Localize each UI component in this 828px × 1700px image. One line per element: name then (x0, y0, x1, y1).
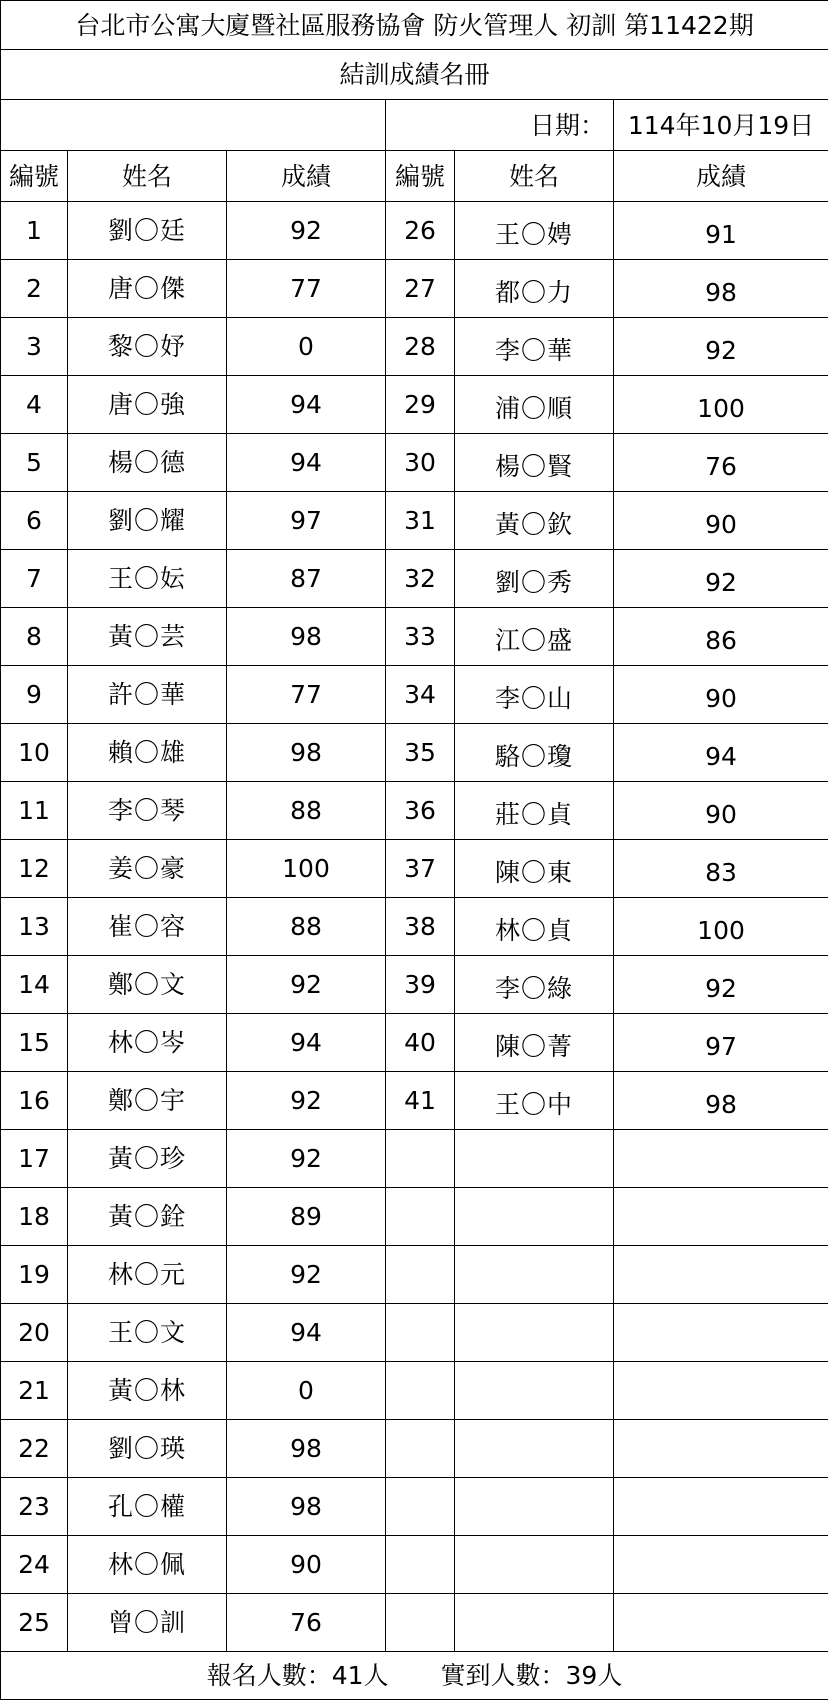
name-cell: 李〇琴 (68, 782, 227, 840)
score-cell: 98 (614, 260, 828, 318)
score-cell: 88 (227, 898, 386, 956)
document-subtitle: 結訓成績名冊 (1, 50, 828, 100)
attendance-summary (1, 1652, 828, 1700)
no-cell (386, 1304, 455, 1362)
no-cell: 1 (1, 202, 68, 260)
score-cell: 92 (227, 956, 386, 1014)
score-cell (614, 1246, 828, 1304)
no-cell (386, 1246, 455, 1304)
table-row (1, 898, 828, 956)
table-body (1, 202, 828, 1652)
name-cell: 黃〇林 (68, 1362, 227, 1420)
score-cell: 76 (227, 1594, 386, 1652)
no-cell: 38 (386, 898, 455, 956)
no-cell: 39 (386, 956, 455, 1014)
no-cell: 7 (1, 550, 68, 608)
no-cell: 18 (1, 1188, 68, 1246)
name-cell: 李〇綠 (455, 956, 614, 1014)
name-cell: 王〇娉 (455, 202, 614, 260)
name-cell: 都〇力 (455, 260, 614, 318)
table-row (1, 202, 828, 260)
name-cell: 賴〇雄 (68, 724, 227, 782)
table-row (1, 1188, 828, 1246)
table-row (1, 376, 828, 434)
score-cell: 0 (227, 1362, 386, 1420)
name-cell: 曾〇訓 (68, 1594, 227, 1652)
score-cell (614, 1130, 828, 1188)
table-row (1, 1130, 828, 1188)
name-cell: 駱〇瓊 (455, 724, 614, 782)
score-cell: 92 (614, 956, 828, 1014)
table-row (1, 840, 828, 898)
table-header-row (1, 151, 828, 202)
no-cell (386, 1420, 455, 1478)
no-cell (386, 1130, 455, 1188)
no-cell: 12 (1, 840, 68, 898)
name-cell: 楊〇德 (68, 434, 227, 492)
table-row (1, 1478, 828, 1536)
name-cell: 林〇貞 (455, 898, 614, 956)
score-cell: 100 (614, 376, 828, 434)
score-cell: 91 (614, 202, 828, 260)
score-cell: 92 (227, 1130, 386, 1188)
table-row (1, 260, 828, 318)
score-cell: 98 (227, 1478, 386, 1536)
date-label: 日期： (386, 100, 614, 151)
score-cell: 94 (227, 1014, 386, 1072)
no-cell: 10 (1, 724, 68, 782)
score-cell: 92 (227, 1246, 386, 1304)
name-cell: 黎〇妤 (68, 318, 227, 376)
name-cell (455, 1246, 614, 1304)
score-cell: 97 (614, 1014, 828, 1072)
no-cell: 11 (1, 782, 68, 840)
score-cell: 98 (227, 724, 386, 782)
table-row (1, 666, 828, 724)
score-cell: 92 (227, 1072, 386, 1130)
name-cell: 林〇岑 (68, 1014, 227, 1072)
no-cell (386, 1362, 455, 1420)
no-cell: 26 (386, 202, 455, 260)
name-cell: 浦〇順 (455, 376, 614, 434)
no-cell: 15 (1, 1014, 68, 1072)
table-row (1, 1014, 828, 1072)
name-cell (455, 1536, 614, 1594)
table-row (1, 492, 828, 550)
table-row (1, 1594, 828, 1652)
date-row-blank (1, 100, 386, 151)
header-number-left: 編號 (1, 151, 68, 202)
score-cell: 92 (614, 318, 828, 376)
name-cell: 李〇華 (455, 318, 614, 376)
no-cell: 28 (386, 318, 455, 376)
name-cell: 崔〇容 (68, 898, 227, 956)
table-row (1, 1420, 828, 1478)
header-name-left: 姓名 (68, 151, 227, 202)
score-cell: 94 (227, 1304, 386, 1362)
table-row (1, 1536, 828, 1594)
score-cell (614, 1478, 828, 1536)
name-cell (455, 1478, 614, 1536)
name-cell: 陳〇東 (455, 840, 614, 898)
score-cell: 0 (227, 318, 386, 376)
name-cell: 王〇妘 (68, 550, 227, 608)
name-cell: 劉〇廷 (68, 202, 227, 260)
no-cell: 9 (1, 666, 68, 724)
table-row (1, 1246, 828, 1304)
name-cell: 黃〇珍 (68, 1130, 227, 1188)
no-cell: 8 (1, 608, 68, 666)
table-row (1, 1072, 828, 1130)
score-cell: 77 (227, 260, 386, 318)
no-cell: 27 (386, 260, 455, 318)
score-cell: 98 (614, 1072, 828, 1130)
score-cell (614, 1362, 828, 1420)
table-row (1, 434, 828, 492)
name-cell (455, 1420, 614, 1478)
no-cell: 4 (1, 376, 68, 434)
score-cell (614, 1536, 828, 1594)
score-cell: 86 (614, 608, 828, 666)
name-cell: 楊〇賢 (455, 434, 614, 492)
no-cell: 5 (1, 434, 68, 492)
name-cell: 劉〇秀 (455, 550, 614, 608)
name-cell: 鄭〇宇 (68, 1072, 227, 1130)
name-cell (455, 1304, 614, 1362)
no-cell: 19 (1, 1246, 68, 1304)
no-cell: 6 (1, 492, 68, 550)
score-cell: 90 (614, 782, 828, 840)
score-cell: 76 (614, 434, 828, 492)
no-cell: 14 (1, 956, 68, 1014)
no-cell: 16 (1, 1072, 68, 1130)
no-cell (386, 1188, 455, 1246)
name-cell: 林〇元 (68, 1246, 227, 1304)
name-cell: 劉〇瑛 (68, 1420, 227, 1478)
score-cell: 90 (614, 666, 828, 724)
no-cell: 31 (386, 492, 455, 550)
name-cell: 江〇盛 (455, 608, 614, 666)
score-cell: 94 (227, 434, 386, 492)
table-row (1, 608, 828, 666)
score-cell: 90 (614, 492, 828, 550)
name-cell: 莊〇貞 (455, 782, 614, 840)
no-cell: 21 (1, 1362, 68, 1420)
no-cell: 29 (386, 376, 455, 434)
table-row (1, 724, 828, 782)
name-cell: 唐〇傑 (68, 260, 227, 318)
score-cell: 98 (227, 1420, 386, 1478)
name-cell: 唐〇強 (68, 376, 227, 434)
no-cell: 23 (1, 1478, 68, 1536)
table-row (1, 318, 828, 376)
name-cell: 黃〇欽 (455, 492, 614, 550)
registered-count: 報名人數：41人 (207, 1661, 389, 1690)
score-cell (614, 1420, 828, 1478)
name-cell: 陳〇菁 (455, 1014, 614, 1072)
score-cell: 94 (227, 376, 386, 434)
table-row (1, 956, 828, 1014)
no-cell: 22 (1, 1420, 68, 1478)
no-cell: 40 (386, 1014, 455, 1072)
table-row (1, 550, 828, 608)
name-cell (455, 1362, 614, 1420)
score-cell (614, 1594, 828, 1652)
score-cell: 83 (614, 840, 828, 898)
header-name-right: 姓名 (455, 151, 614, 202)
no-cell: 36 (386, 782, 455, 840)
name-cell: 姜〇豪 (68, 840, 227, 898)
header-number-right: 編號 (386, 151, 455, 202)
no-cell: 34 (386, 666, 455, 724)
no-cell (386, 1594, 455, 1652)
no-cell: 33 (386, 608, 455, 666)
name-cell: 劉〇耀 (68, 492, 227, 550)
no-cell: 20 (1, 1304, 68, 1362)
score-cell: 92 (614, 550, 828, 608)
no-cell: 35 (386, 724, 455, 782)
score-cell: 94 (614, 724, 828, 782)
score-cell: 98 (227, 608, 386, 666)
no-cell: 32 (386, 550, 455, 608)
score-cell: 100 (614, 898, 828, 956)
attended-count: 實到人數：39人 (441, 1661, 623, 1690)
date-value: 114年10月19日 (614, 100, 828, 151)
name-cell: 鄭〇文 (68, 956, 227, 1014)
no-cell: 30 (386, 434, 455, 492)
score-cell (614, 1304, 828, 1362)
no-cell: 2 (1, 260, 68, 318)
name-cell: 許〇華 (68, 666, 227, 724)
score-cell: 100 (227, 840, 386, 898)
name-cell: 王〇文 (68, 1304, 227, 1362)
name-cell (455, 1594, 614, 1652)
no-cell: 25 (1, 1594, 68, 1652)
name-cell (455, 1130, 614, 1188)
score-cell: 77 (227, 666, 386, 724)
document-title: 台北市公寓大廈暨社區服務協會 防火管理人 初訓 第11422期 (1, 1, 828, 50)
name-cell: 孔〇權 (68, 1478, 227, 1536)
name-cell: 黃〇銓 (68, 1188, 227, 1246)
table-row (1, 1362, 828, 1420)
header-score-right: 成績 (614, 151, 828, 202)
table-row (1, 782, 828, 840)
score-cell: 88 (227, 782, 386, 840)
name-cell (455, 1188, 614, 1246)
no-cell: 37 (386, 840, 455, 898)
header-score-left: 成績 (227, 151, 386, 202)
no-cell: 24 (1, 1536, 68, 1594)
name-cell: 李〇山 (455, 666, 614, 724)
name-cell: 黃〇芸 (68, 608, 227, 666)
no-cell: 41 (386, 1072, 455, 1130)
table-row (1, 1304, 828, 1362)
score-cell: 97 (227, 492, 386, 550)
name-cell: 林〇佩 (68, 1536, 227, 1594)
no-cell: 3 (1, 318, 68, 376)
score-cell: 89 (227, 1188, 386, 1246)
score-cell: 92 (227, 202, 386, 260)
no-cell: 17 (1, 1130, 68, 1188)
name-cell: 王〇中 (455, 1072, 614, 1130)
score-cell (614, 1188, 828, 1246)
no-cell (386, 1478, 455, 1536)
score-cell: 90 (227, 1536, 386, 1594)
no-cell (386, 1536, 455, 1594)
score-cell: 87 (227, 550, 386, 608)
no-cell: 13 (1, 898, 68, 956)
